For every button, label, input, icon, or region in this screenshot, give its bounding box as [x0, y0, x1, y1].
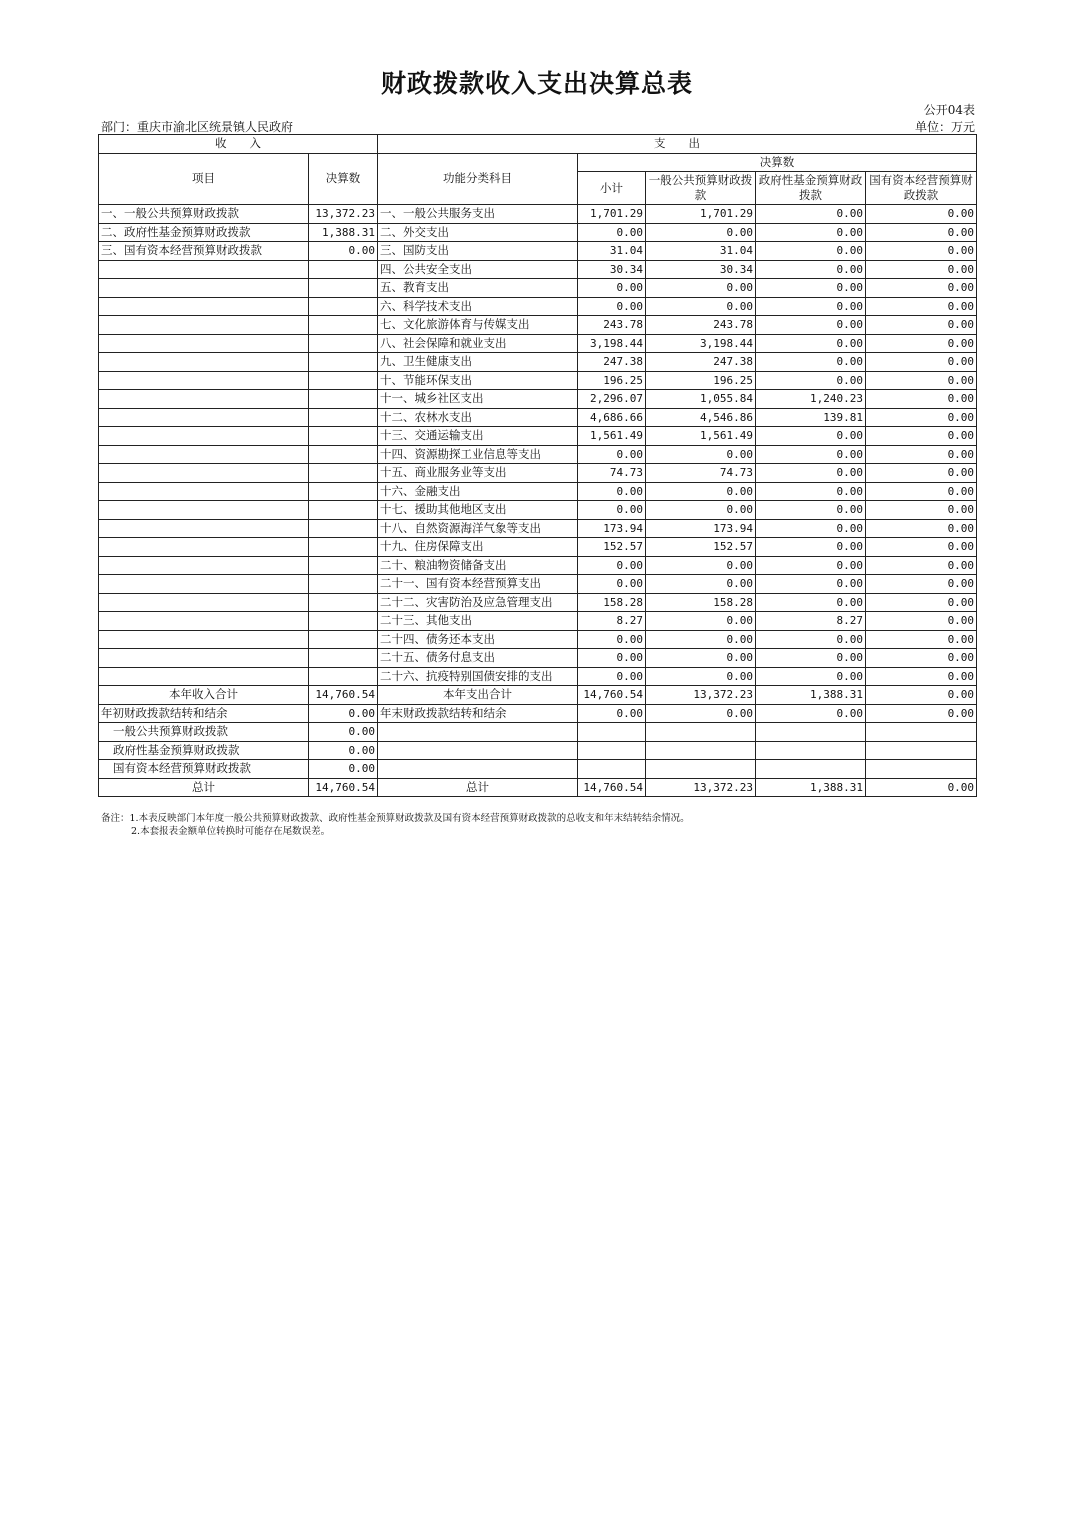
table-summary [99, 686, 977, 797]
income-amount [309, 630, 378, 649]
year-expense-label: 本年支出合计 [378, 686, 578, 705]
department-label: 部门：重庆市渝北区统景镇人民政府 [101, 120, 294, 134]
fund-cell: 0.00 [756, 279, 866, 298]
subtotal-cell: 74.73 [578, 464, 646, 483]
general-cell: 1,055.84 [646, 390, 756, 409]
income-amount [309, 519, 378, 538]
income-item [99, 427, 309, 446]
income-amount [309, 279, 378, 298]
income-item [99, 556, 309, 575]
table-row [99, 223, 977, 242]
func-category: 二十二、灾害防治及应急管理支出 [378, 593, 578, 612]
state-cell: 0.00 [866, 334, 977, 353]
income-amount [309, 353, 378, 372]
table-row [99, 279, 977, 298]
func-category: 十四、资源勘探工业信息等支出 [378, 445, 578, 464]
year-income-label: 本年收入合计 [99, 686, 309, 705]
state-cell: 0.00 [866, 353, 977, 372]
year-total-row [99, 686, 977, 705]
general-cell: 152.57 [646, 538, 756, 557]
header-func: 功能分类科目 [378, 153, 578, 205]
general-cell: 0.00 [646, 223, 756, 242]
func-category: 十二、农林水支出 [378, 408, 578, 427]
income-item: 一、一般公共预算财政拨款 [99, 205, 309, 224]
footnote-2: 2.本套报表金额单位转换时可能存在尾数误差。 [131, 826, 331, 837]
income-item [99, 649, 309, 668]
func-category: 十五、商业服务业等支出 [378, 464, 578, 483]
general-cell: 0.00 [646, 482, 756, 501]
subtotal-cell: 158.28 [578, 593, 646, 612]
subtotal-cell: 4,686.66 [578, 408, 646, 427]
func-category: 九、卫生健康支出 [378, 353, 578, 372]
income-item [99, 501, 309, 520]
fund-cell: 0.00 [756, 464, 866, 483]
income-item [99, 279, 309, 298]
income-amount [309, 482, 378, 501]
income-item [99, 390, 309, 409]
fund-cell: 0.00 [756, 667, 866, 686]
state-cell: 0.00 [866, 519, 977, 538]
fund-cell: 0.00 [756, 482, 866, 501]
table-row [99, 371, 977, 390]
general-cell: 0.00 [646, 630, 756, 649]
income-amount [309, 297, 378, 316]
fund-cell: 139.81 [756, 408, 866, 427]
state-cell: 0.00 [866, 464, 977, 483]
income-amount [309, 445, 378, 464]
subtotal-cell: 0.00 [578, 649, 646, 668]
income-amount [309, 556, 378, 575]
state-cell: 0.00 [866, 538, 977, 557]
state-cell: 0.00 [866, 371, 977, 390]
table-row [99, 316, 977, 335]
carry-state: 0.00 [866, 704, 977, 723]
grand-ex-label: 总计 [378, 778, 578, 797]
grand-gen: 13,372.23 [646, 778, 756, 797]
header-final: 决算数 [578, 153, 977, 172]
carry-ex-label: 年末财政拨款结转和结余 [378, 704, 578, 723]
general-cell: 243.78 [646, 316, 756, 335]
carry-fund: 0.00 [756, 704, 866, 723]
income-item [99, 445, 309, 464]
income-amount [309, 612, 378, 631]
state-cell: 0.00 [866, 482, 977, 501]
table-row [99, 556, 977, 575]
table-row [99, 408, 977, 427]
general-cell: 0.00 [646, 279, 756, 298]
income-item: 二、政府性基金预算财政拨款 [99, 223, 309, 242]
carry-sub-amt: 0.00 [309, 723, 378, 742]
income-amount [309, 408, 378, 427]
income-amount: 0.00 [309, 242, 378, 261]
income-amount [309, 593, 378, 612]
general-cell: 0.00 [646, 575, 756, 594]
func-category: 四、公共安全支出 [378, 260, 578, 279]
fund-cell: 0.00 [756, 205, 866, 224]
subtotal-cell: 0.00 [578, 575, 646, 594]
subtotal-cell: 2,296.07 [578, 390, 646, 409]
func-category: 七、文化旅游体育与传媒支出 [378, 316, 578, 335]
func-category: 二十五、债务付息支出 [378, 649, 578, 668]
income-amount [309, 371, 378, 390]
func-category: 五、教育支出 [378, 279, 578, 298]
footnotes [101, 812, 690, 838]
state-cell: 0.00 [866, 260, 977, 279]
general-cell: 247.38 [646, 353, 756, 372]
fund-cell: 0.00 [756, 630, 866, 649]
state-cell: 0.00 [866, 556, 977, 575]
func-category: 一、一般公共服务支出 [378, 205, 578, 224]
general-cell: 31.04 [646, 242, 756, 261]
subtotal-cell: 247.38 [578, 353, 646, 372]
general-cell: 0.00 [646, 667, 756, 686]
income-amount [309, 390, 378, 409]
general-cell: 0.00 [646, 612, 756, 631]
table-row [99, 464, 977, 483]
fund-cell: 0.00 [756, 556, 866, 575]
general-cell: 74.73 [646, 464, 756, 483]
subtotal-cell: 1,561.49 [578, 427, 646, 446]
table-row [99, 260, 977, 279]
state-cell: 0.00 [866, 575, 977, 594]
func-category: 十六、金融支出 [378, 482, 578, 501]
table-row [99, 649, 977, 668]
func-category: 十七、援助其他地区支出 [378, 501, 578, 520]
func-category: 二十六、抗疫特别国债安排的支出 [378, 667, 578, 686]
year-income-amt: 14,760.54 [309, 686, 378, 705]
income-amount [309, 538, 378, 557]
fund-cell: 0.00 [756, 316, 866, 335]
subtotal-cell: 0.00 [578, 482, 646, 501]
state-cell: 0.00 [866, 316, 977, 335]
fund-cell: 0.00 [756, 519, 866, 538]
grand-sub: 14,760.54 [578, 778, 646, 797]
income-item: 三、国有资本经营预算财政拨款 [99, 242, 309, 261]
carry-sub-amt: 0.00 [309, 760, 378, 779]
subtotal-cell: 173.94 [578, 519, 646, 538]
header-state: 国有资本经营预算财政拨款 [866, 172, 977, 205]
fund-cell: 0.00 [756, 223, 866, 242]
income-item [99, 297, 309, 316]
fund-cell: 0.00 [756, 371, 866, 390]
general-cell: 0.00 [646, 556, 756, 575]
subtotal-cell: 0.00 [578, 445, 646, 464]
table-row [99, 501, 977, 520]
fund-cell: 0.00 [756, 445, 866, 464]
subtotal-cell: 0.00 [578, 630, 646, 649]
income-amount [309, 427, 378, 446]
fund-cell: 1,240.23 [756, 390, 866, 409]
general-cell: 173.94 [646, 519, 756, 538]
header-subtotal: 小计 [578, 172, 646, 205]
subtotal-cell: 31.04 [578, 242, 646, 261]
income-item [99, 482, 309, 501]
income-amount [309, 667, 378, 686]
general-cell: 0.00 [646, 297, 756, 316]
income-amount [309, 649, 378, 668]
fund-cell: 0.00 [756, 427, 866, 446]
income-item [99, 408, 309, 427]
general-cell: 0.00 [646, 649, 756, 668]
income-item [99, 353, 309, 372]
subtotal-cell: 0.00 [578, 223, 646, 242]
state-cell: 0.00 [866, 390, 977, 409]
fund-cell: 8.27 [756, 612, 866, 631]
subtotal-cell: 196.25 [578, 371, 646, 390]
table-row [99, 242, 977, 261]
income-amount [309, 316, 378, 335]
state-cell: 0.00 [866, 667, 977, 686]
income-item [99, 538, 309, 557]
table-row [99, 612, 977, 631]
state-cell: 0.00 [866, 649, 977, 668]
fund-cell: 0.00 [756, 297, 866, 316]
fund-cell: 0.00 [756, 501, 866, 520]
table-row [99, 427, 977, 446]
income-amount: 1,388.31 [309, 223, 378, 242]
func-category: 二十一、国有资本经营预算支出 [378, 575, 578, 594]
fund-cell: 0.00 [756, 353, 866, 372]
carry-sub: 0.00 [578, 704, 646, 723]
financial-summary-table [98, 134, 977, 797]
income-item [99, 260, 309, 279]
table-row [99, 482, 977, 501]
general-cell: 196.25 [646, 371, 756, 390]
income-item [99, 519, 309, 538]
grand-in-label: 总计 [99, 778, 309, 797]
income-item [99, 575, 309, 594]
income-amount [309, 260, 378, 279]
table-row [99, 334, 977, 353]
fund-cell: 0.00 [756, 575, 866, 594]
subtotal-cell: 0.00 [578, 297, 646, 316]
header-general: 一般公共预算财政拨款 [646, 172, 756, 205]
func-category: 二十四、债务还本支出 [378, 630, 578, 649]
unit-label: 单位：万元 [914, 120, 975, 134]
general-cell: 0.00 [646, 445, 756, 464]
table-row [99, 667, 977, 686]
table-row [99, 593, 977, 612]
func-category: 十一、城乡社区支出 [378, 390, 578, 409]
fund-cell: 0.00 [756, 538, 866, 557]
income-amount [309, 334, 378, 353]
income-item [99, 630, 309, 649]
table-row [99, 519, 977, 538]
income-item [99, 464, 309, 483]
carry-sub-row [99, 760, 977, 779]
table-row [99, 353, 977, 372]
state-cell: 0.00 [866, 427, 977, 446]
header-amount: 决算数 [309, 153, 378, 205]
state-cell: 0.00 [866, 297, 977, 316]
grand-state: 0.00 [866, 778, 977, 797]
year-fund: 1,388.31 [756, 686, 866, 705]
subtotal-cell: 1,701.29 [578, 205, 646, 224]
carry-in-label: 年初财政拨款结转和结余 [99, 704, 309, 723]
grand-total-row [99, 778, 977, 797]
income-amount [309, 575, 378, 594]
subtotal-cell: 0.00 [578, 501, 646, 520]
func-category: 三、国防支出 [378, 242, 578, 261]
table-row [99, 445, 977, 464]
state-cell: 0.00 [866, 205, 977, 224]
year-sub: 14,760.54 [578, 686, 646, 705]
general-cell: 30.34 [646, 260, 756, 279]
fund-cell: 0.00 [756, 593, 866, 612]
general-cell: 1,701.29 [646, 205, 756, 224]
page-title: 财政拨款收入支出决算总表 [380, 69, 693, 98]
func-category: 六、科学技术支出 [378, 297, 578, 316]
income-item [99, 612, 309, 631]
table-row [99, 538, 977, 557]
state-cell: 0.00 [866, 593, 977, 612]
header-income: 收 入 [99, 135, 378, 154]
general-cell: 0.00 [646, 501, 756, 520]
general-cell: 1,561.49 [646, 427, 756, 446]
state-cell: 0.00 [866, 408, 977, 427]
fund-cell: 0.00 [756, 260, 866, 279]
income-item [99, 316, 309, 335]
carry-sub-label: 国有资本经营预算财政拨款 [99, 760, 309, 779]
subtotal-cell: 8.27 [578, 612, 646, 631]
footnote-1: 备注：1.本表反映部门本年度一般公共预算财政拨款、政府性基金预算财政拨款及国有资本经营预算财政拨款的总收支和年末结转结余情况。 [101, 813, 690, 824]
carry-sub-row [99, 741, 977, 760]
grand-fund: 1,388.31 [756, 778, 866, 797]
header-item: 项目 [99, 153, 309, 205]
subtotal-cell: 152.57 [578, 538, 646, 557]
fund-cell: 0.00 [756, 649, 866, 668]
table-row [99, 390, 977, 409]
state-cell: 0.00 [866, 223, 977, 242]
fund-cell: 0.00 [756, 242, 866, 261]
carry-sub-row [99, 723, 977, 742]
carry-gen: 0.00 [646, 704, 756, 723]
income-item [99, 593, 309, 612]
year-gen: 13,372.23 [646, 686, 756, 705]
func-category: 十八、自然资源海洋气象等支出 [378, 519, 578, 538]
state-cell: 0.00 [866, 501, 977, 520]
income-item [99, 667, 309, 686]
general-cell: 158.28 [646, 593, 756, 612]
state-cell: 0.00 [866, 630, 977, 649]
func-category: 二十三、其他支出 [378, 612, 578, 631]
fund-cell: 0.00 [756, 334, 866, 353]
carry-sub-label: 一般公共预算财政拨款 [99, 723, 309, 742]
income-amount: 13,372.23 [309, 205, 378, 224]
carry-sub-amt: 0.00 [309, 741, 378, 760]
header-fund: 政府性基金预算财政拨款 [756, 172, 866, 205]
general-cell: 3,198.44 [646, 334, 756, 353]
subtotal-cell: 243.78 [578, 316, 646, 335]
subtotal-cell: 30.34 [578, 260, 646, 279]
carry-row [99, 704, 977, 723]
subtotal-cell: 0.00 [578, 556, 646, 575]
subtotal-cell: 0.00 [578, 279, 646, 298]
func-category: 十三、交通运输支出 [378, 427, 578, 446]
func-category: 十九、住房保障支出 [378, 538, 578, 557]
table-body [99, 205, 977, 686]
general-cell: 4,546.86 [646, 408, 756, 427]
state-cell: 0.00 [866, 612, 977, 631]
table-row [99, 205, 977, 224]
subtotal-cell: 0.00 [578, 667, 646, 686]
state-cell: 0.00 [866, 279, 977, 298]
state-cell: 0.00 [866, 242, 977, 261]
income-amount [309, 464, 378, 483]
income-item [99, 371, 309, 390]
income-amount [309, 501, 378, 520]
func-category: 二、外交支出 [378, 223, 578, 242]
carry-in-amt: 0.00 [309, 704, 378, 723]
carry-sub-label: 政府性基金预算财政拨款 [99, 741, 309, 760]
table-row [99, 297, 977, 316]
func-category: 二十、粮油物资储备支出 [378, 556, 578, 575]
income-item [99, 334, 309, 353]
table-code: 公开04表 [923, 103, 975, 117]
year-state: 0.00 [866, 686, 977, 705]
subtotal-cell: 3,198.44 [578, 334, 646, 353]
func-category: 八、社会保障和就业支出 [378, 334, 578, 353]
func-category: 十、节能环保支出 [378, 371, 578, 390]
state-cell: 0.00 [866, 445, 977, 464]
table-row [99, 630, 977, 649]
table-row [99, 575, 977, 594]
grand-in-amt: 14,760.54 [309, 778, 378, 797]
header-expense: 支 出 [378, 135, 977, 154]
